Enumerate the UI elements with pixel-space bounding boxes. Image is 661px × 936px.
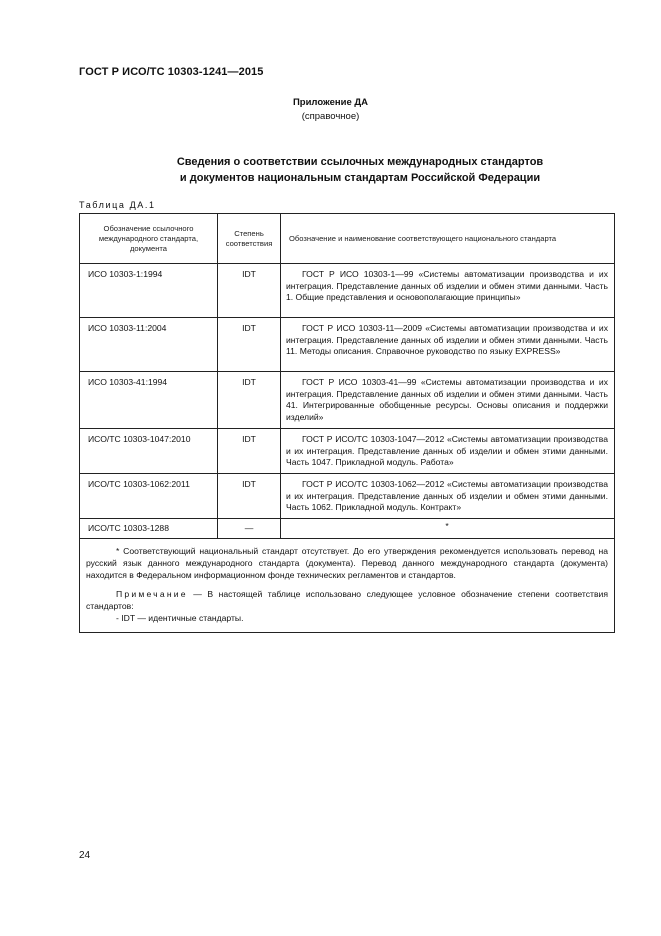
footnote-body: * Соответствующий национальный стандарт отсутствует. До его утверждения рекомендуется использовать перевод на русский язык данного международного стандарта (документа). Перевод данного международного стандарта (документа) находится в Федеральном информационном фонде технических регламентов и стандартов. <box>86 546 608 581</box>
cell-degree: IDT <box>218 318 281 372</box>
appendix-title: Приложение ДА <box>292 97 369 108</box>
cell-degree: — <box>218 519 281 539</box>
cell-national: * <box>281 519 615 539</box>
header-degree: Степень соответствия <box>218 214 281 264</box>
correspondence-table <box>79 213 615 633</box>
table-label: Таблица ДА.1 <box>79 200 156 210</box>
cell-reference: ИСО 10303-11:2004 <box>80 318 218 372</box>
page-number: 24 <box>79 850 91 861</box>
note-item <box>86 612 608 624</box>
national-text: ГОСТ Р ИСО 10303-11—2009 «Системы автоматизации производства и их интеграция. Представление данных об изделии и обмен этими данными. Часть 11. Методы описания. Справочное руководство по языку EXPRESS» <box>286 323 608 357</box>
section-title <box>100 154 620 186</box>
note-item-text: - IDT — идентичные стандарты. <box>116 613 244 624</box>
table-header-row <box>80 214 615 264</box>
cell-degree: IDT <box>218 473 281 518</box>
note-body: — В настоящей таблице использовано следующее условное обозначение степени соответствия стандартов: <box>86 589 608 612</box>
cell-degree: IDT <box>218 372 281 429</box>
national-text: ГОСТ Р ИСО/ТС 10303-1062—2012 «Системы автоматизации производства и их интеграция. Представление данных об изделии и обмен этими данными. Часть 1062. Прикладной модуль. Контракт» <box>286 478 608 513</box>
document-code-header: ГОСТ Р ИСО/ТС 10303-1241—2015 <box>79 66 264 78</box>
table-row <box>80 318 615 372</box>
table-row <box>80 473 615 518</box>
national-text: ГОСТ Р ИСО 10303-41—99 «Системы автоматизации производства и их интеграция. Представление данных об изделии и обмен этими данными. Часть 41. Интегрированные обобщенные ресурсы. Основы описания и поддержки изделий» <box>286 377 608 423</box>
cell-national <box>281 264 615 318</box>
table-row <box>80 372 615 429</box>
table-row <box>80 428 615 473</box>
footnote-text <box>86 545 608 581</box>
footnote-cell <box>80 539 615 633</box>
cell-degree: IDT <box>218 428 281 473</box>
section-title-line-2: и документов национальным стандартам Российской Федерации <box>179 172 541 184</box>
national-text: ГОСТ Р ИСО/ТС 10303-1047—2012 «Системы автоматизации производства и их интеграция. Представление данных об изделии и обмен этими данными. Часть 1047. Прикладной модуль. Работа» <box>286 433 608 468</box>
table-row <box>80 264 615 318</box>
cell-reference: ИСО/ТС 10303-1047:2010 <box>80 428 218 473</box>
cell-national <box>281 318 615 372</box>
cell-reference: ИСО 10303-41:1994 <box>80 372 218 429</box>
cell-reference: ИСО 10303-1:1994 <box>80 264 218 318</box>
cell-national <box>281 473 615 518</box>
header-national-standard: Обозначение и наименование соответствующего национального стандарта <box>281 214 615 264</box>
section-title-line-1: Сведения о соответствии ссылочных международных стандартов <box>176 156 544 168</box>
cell-national <box>281 372 615 429</box>
cell-reference: ИСО/ТС 10303-1288 <box>80 519 218 539</box>
appendix-subtitle: (справочное) <box>301 111 360 122</box>
header-reference-standard: Обозначение ссылочного международного стандарта, документа <box>80 214 218 264</box>
note-label: Примечание <box>116 589 188 600</box>
table-row <box>80 519 615 539</box>
footnote-row <box>80 539 615 633</box>
cell-degree: IDT <box>218 264 281 318</box>
cell-reference: ИСО/ТС 10303-1062:2011 <box>80 473 218 518</box>
national-text: ГОСТ Р ИСО 10303-1—99 «Системы автоматизации производства и их интеграция. Представление данных об изделии и обмен этими данными. Часть 1. Общие представления и основополагающие принципы» <box>286 269 608 303</box>
note-text <box>86 588 608 612</box>
appendix-heading <box>0 96 661 124</box>
cell-national <box>281 428 615 473</box>
